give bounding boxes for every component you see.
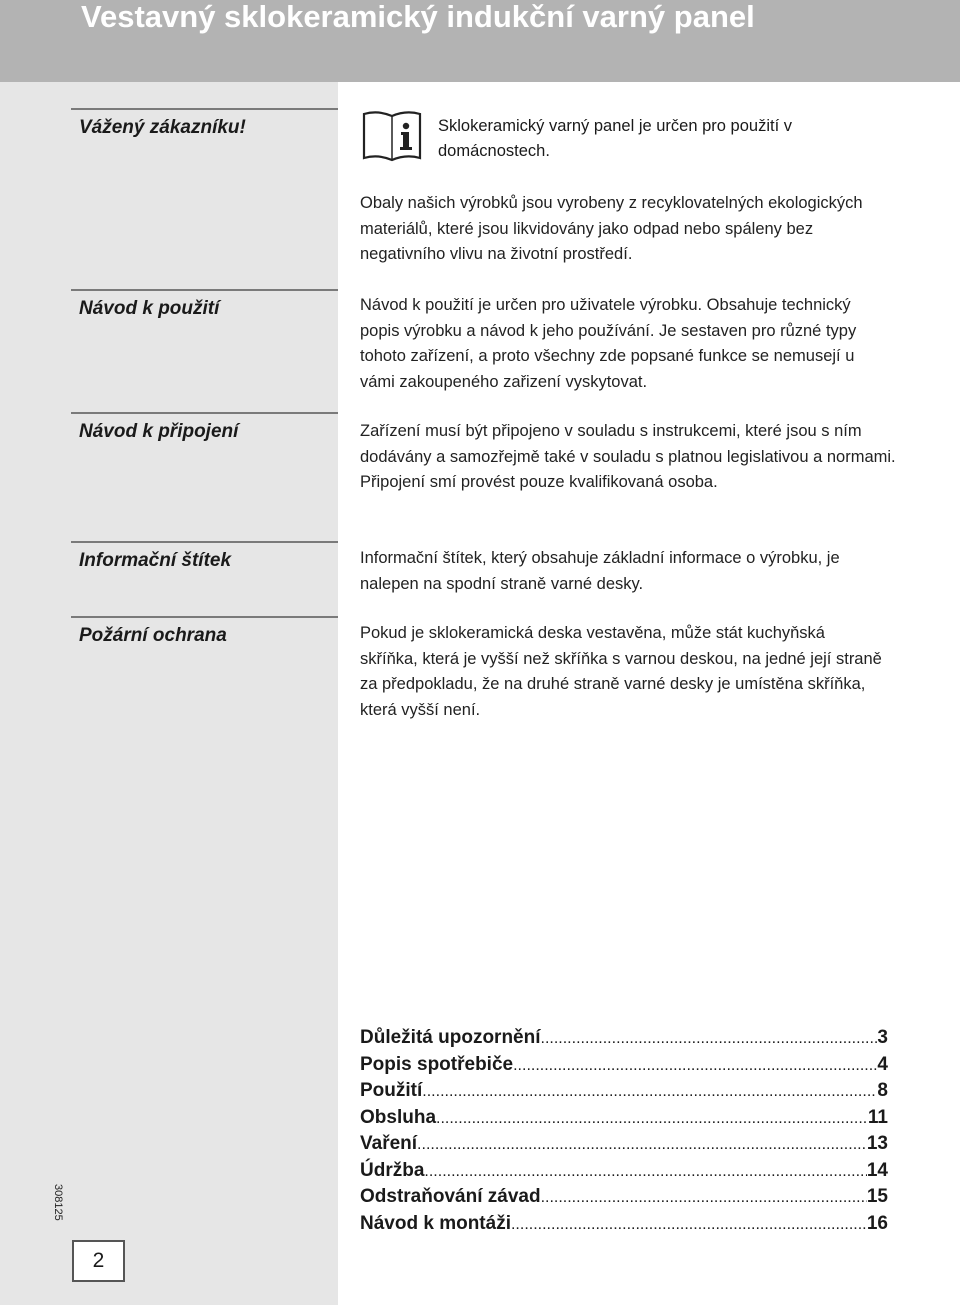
toc-label: Návod k montáži (360, 1212, 511, 1234)
toc-label: Obsluha (360, 1106, 437, 1128)
toc-page: 15 (866, 1186, 888, 1207)
packaging-text: Obaly našich výrobků jsou vyrobeny z recyklovatelných ekologických materiálů, které jsou likvidovány jako odpad nebo spáleny bez negativního vlivu na životní prostředí. (360, 194, 863, 263)
page-number: 2 (72, 1240, 125, 1282)
page-header (0, 0, 960, 82)
section-heading-fire-protection (71, 616, 338, 646)
intro-text: Sklokeramický varný panel je určen pro použití v domácnostech. (438, 117, 792, 160)
toc-row[interactable] (360, 1158, 888, 1185)
toc-label: Použití (360, 1080, 423, 1101)
toc-label: Údržba (360, 1159, 425, 1181)
toc-row[interactable] (360, 1211, 888, 1238)
section-heading-user-manual (71, 289, 338, 319)
section-heading-label: Návod k připojení (79, 421, 239, 442)
info-label-text: Informační štítek, který obsahuje základní informace o výrobku, je nalepen na spodní straně varné desky. (360, 549, 840, 593)
section-heading-label: Informační štítek (79, 550, 232, 571)
toc-row[interactable] (360, 1052, 888, 1079)
connection-text: Zařízení musí být připojeno v souladu s instrukcemi, které jsou s ním dodávány a samozřejmě také v souladu s platnou legislativou a normami. Připojení smí provést pouze kvalifikovaná osoba. (360, 422, 896, 491)
toc-page: 16 (866, 1212, 888, 1234)
toc-page: 14 (866, 1159, 888, 1181)
section-heading-label: Požární ochrana (79, 625, 227, 646)
toc-row[interactable] (360, 1025, 888, 1052)
toc-label: Důležitá upozornění (360, 1027, 541, 1048)
toc-label: Vaření (360, 1133, 418, 1154)
info-book-icon (360, 108, 424, 164)
table-of-contents (360, 1025, 888, 1237)
fire-protection-text: Pokud je sklokeramická deska vestavěna, může stát kuchyňská skříňka, která je vyšší než skříňka s varnou deskou, na jedné její straně za předpokladu, že na druhé straně varné desky je umístěna skříňka, která vyšší není. (360, 624, 882, 719)
toc-label: Popis spotřebiče (360, 1053, 514, 1075)
toc-row[interactable] (360, 1078, 888, 1105)
toc-page: 13 (866, 1133, 888, 1154)
sidebar (0, 82, 338, 1305)
toc-row[interactable] (360, 1105, 888, 1132)
section-heading-label: Návod k použití (79, 298, 220, 319)
page-title: Vestavný sklokeramický indukční varný panel (81, 0, 755, 34)
section-heading-info-label (71, 541, 338, 571)
toc-page: 8 (877, 1080, 888, 1101)
toc-row[interactable] (360, 1131, 888, 1158)
toc-page: 3 (877, 1027, 888, 1048)
manual-text: Návod k použití je určen pro uživatele výrobku. Obsahuje technický popis výrobku a návod k jeho používání. Je sestaven pro různé typy tohoto zařízení, a proto všechny zde popsané funkce se nemusejí u vámi zakoupeného zařizení vyskytovat. (360, 296, 857, 391)
section-heading-connection (71, 412, 338, 442)
section-heading-label: Vážený zákazníku! (79, 117, 246, 138)
toc-page: 11 (867, 1106, 888, 1128)
toc-label: Odstraňování závad (360, 1186, 541, 1207)
section-heading-dear-customer (71, 108, 338, 138)
document-code: 308125 (52, 1184, 64, 1221)
toc-row[interactable] (360, 1184, 888, 1211)
toc-page: 4 (877, 1053, 888, 1075)
